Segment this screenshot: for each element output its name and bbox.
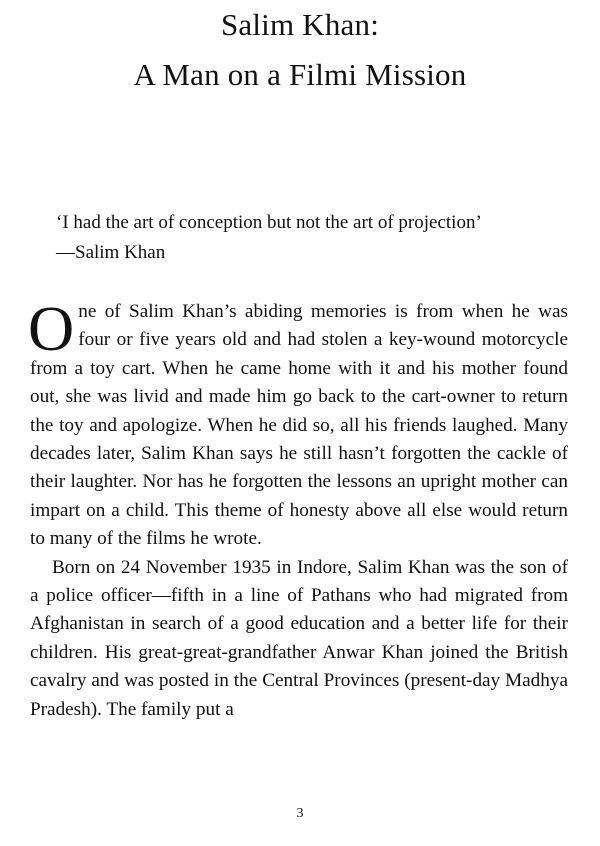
drop-cap: O (28, 293, 75, 364)
chapter-title (0, 0, 600, 100)
page-number: 3 (296, 806, 304, 821)
paragraph-1 (28, 293, 568, 554)
epigraph (56, 208, 576, 268)
paragraph-1-text: ne of Salim Khan’s abiding memories is from when he was four or five years old and had stolen a key-wound motorcycle from a toy cart. When he came home with it and his mother found out, she was livid and made him go back to the cart-owner to return the toy and apologize. When he did so, all his friends laughed. Many decades later, Salim Khan says he still hasn’t forgotten the cackle of their laughter. Nor has he forgotten the lessons an upright mother can impart on a child. This theme of honesty above all else would return to many of the films he wrote. (30, 301, 568, 550)
chapter-body (28, 293, 568, 724)
epigraph-quote: ‘I had the art of conception but not the art of projection’ (56, 212, 482, 233)
chapter-title-line-1: Salim Khan: (220, 7, 380, 42)
chapter-title-line-2: A Man on a Filmi Mission (133, 57, 467, 92)
epigraph-attribution: —Salim Khan (56, 242, 166, 263)
paragraph-2: Born on 24 November 1935 in Indore, Salim Khan was the son of a police officer—fifth in a line of Pathans who had migrated from Afghanistan in search of a good education and a better life for their children. His great-great-grandfather Anwar Khan joined the British cavalry and was posted in the Central Provinces (present-day Madhya Pradesh). The family put a (30, 556, 568, 720)
